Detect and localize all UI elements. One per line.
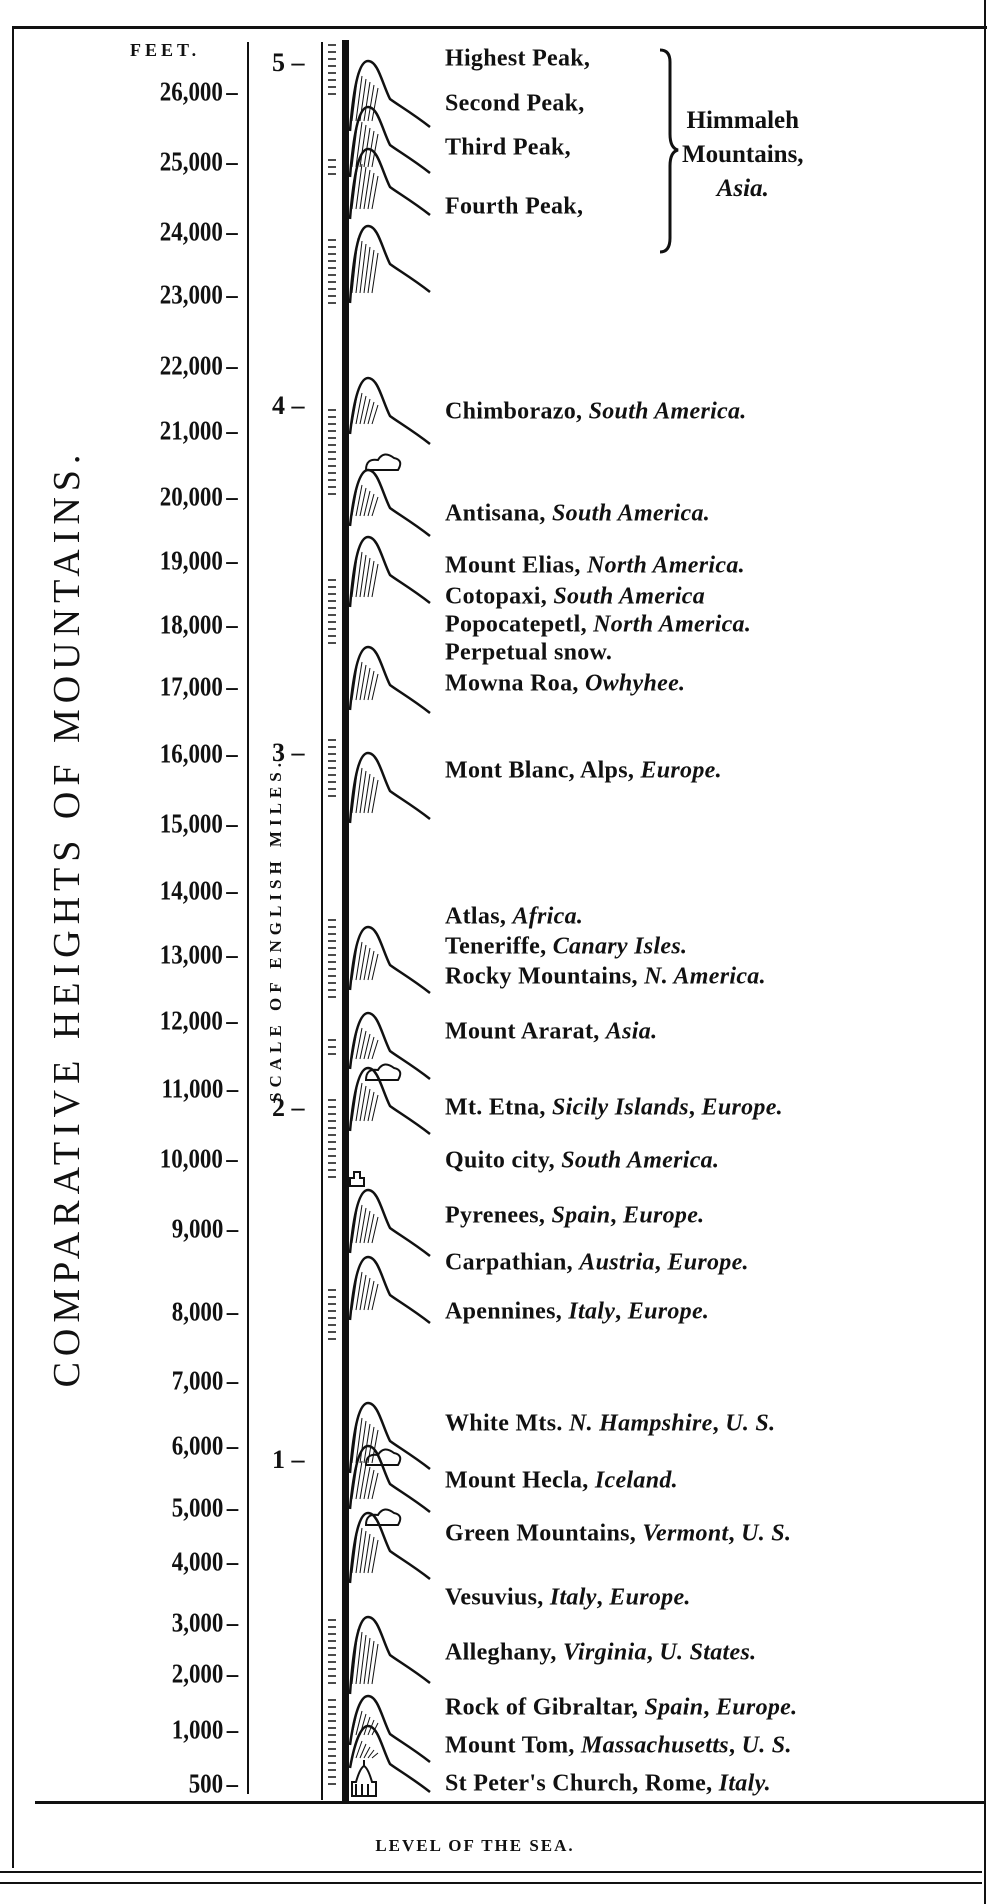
location-text: Austria [579,1249,655,1276]
location-text: U. S. [741,1732,792,1759]
tick-mark: – [226,1492,238,1523]
feet-tick-text: 22,000 [160,350,224,381]
mountain-icon [350,753,430,823]
name-text: Rocky Mountains, [445,963,645,990]
himmaleh-line1: Himmaleh [686,107,800,134]
name-text: Apennines, [445,1298,569,1325]
tick-mark: – [226,1607,238,1638]
location-text: Asia. [605,1018,658,1045]
tick-mark: – [226,415,238,446]
name-text: Pyrenees, [445,1202,552,1229]
mountain-label [445,1695,797,1722]
name-text: , [596,1584,610,1611]
location-text: Iceland. [594,1467,678,1494]
location-text: U. S. [725,1410,776,1437]
name-text: Cotopaxi, [445,583,554,610]
tick-mark: – [226,671,238,702]
location-text: Italy [549,1584,597,1611]
tick-mark: – [226,545,238,576]
location-text: Italy. [718,1770,771,1797]
feet-tick-text: 19,000 [160,545,224,576]
mountain-label [445,91,585,118]
feet-tick-text: 14,000 [160,875,224,906]
feet-tick-text: 10,000 [160,1143,224,1174]
mountain-icon [350,537,430,607]
mountain-label [445,1411,775,1438]
name-text: Vesuvius, [445,1584,550,1611]
feet-tick-text: 9,000 [171,1213,224,1244]
church-icon [352,1760,376,1796]
feet-tick-text: 16,000 [160,738,224,769]
name-text: , [728,1520,742,1547]
tick-mark: – [226,279,238,310]
mountain-label [445,1148,719,1175]
location-text: Italy [568,1298,616,1325]
tick-mark: – [226,1365,238,1396]
miles-tick-label: 3 – [272,738,305,767]
mountain-label [445,553,745,580]
feet-tick-text: 18,000 [160,609,224,640]
mountain-icon [350,1257,430,1323]
name-text: Mowna Roa, [445,670,585,697]
mountain-label [445,1299,709,1326]
name-text: Mount Ararat, [445,1018,606,1045]
location-text: South America. [561,1147,720,1174]
name-text: , [615,1298,628,1325]
location-text: Europe. [701,1094,783,1121]
mountain-hatching [372,1753,378,1758]
name-text: , [688,1094,702,1121]
mountain-icon [350,927,430,993]
name-text: , [654,1249,668,1276]
miles-tick-label: 2 – [272,1093,305,1122]
feet-tick-text: 500 [188,1768,224,1799]
tick-mark: – [226,738,238,769]
name-text: Perpetual snow. [445,639,613,666]
location-text: Spain [644,1694,704,1721]
location-text: Sicily Islands [552,1094,689,1121]
name-text: St Peter's Church, Rome, [445,1770,719,1797]
location-text: Vermont [642,1520,729,1547]
name-text: Chimborazo, [445,398,589,425]
tick-mark: – [226,1143,238,1174]
location-text: Virginia [563,1639,647,1666]
mountain-icon [350,378,430,444]
name-text: Third Peak, [445,134,571,161]
mountain-icon [350,1513,430,1583]
tick-mark: – [226,808,238,839]
name-text: Antisana, [445,500,553,527]
name-text: , [646,1639,660,1666]
name-text: , [703,1694,716,1721]
name-text: Mt. Etna, [445,1094,552,1121]
mountain-label [445,934,687,961]
name-text: Rock of Gibraltar, [445,1694,645,1721]
location-text: Europe. [609,1584,691,1611]
location-text: Africa. [512,903,584,930]
tick-mark: – [226,609,238,640]
name-text: Atlas, [445,903,513,930]
mountain-label [445,194,583,221]
tick-mark: – [226,1546,238,1577]
tick-mark: – [226,1213,238,1244]
location-text: Europe. [667,1249,749,1276]
name-text: White Mts. [445,1410,569,1437]
mountain-icon [350,647,430,713]
location-text: U. States. [659,1639,757,1666]
tick-mark: – [226,146,238,177]
feet-tick-text: 7,000 [171,1365,224,1396]
mountain-label [445,1771,771,1798]
mountain-icon [350,470,430,536]
feet-tick-text: 23,000 [160,279,224,310]
feet-tick-text: 5,000 [171,1492,224,1523]
mountain-icon [350,1013,430,1079]
mountain-icon [350,61,430,131]
tick-mark: – [226,939,238,970]
feet-tick-text: 3,000 [171,1607,224,1638]
location-text: N. Hampshire [568,1410,713,1437]
location-text: South America. [552,500,711,527]
mountain-label [445,1019,657,1046]
mountain-label [445,1640,756,1667]
brace-icon [660,50,678,252]
mountain-label [445,135,571,162]
name-text: Mount Tom, [445,1732,582,1759]
feet-tick-text: 4,000 [171,1546,224,1577]
miles-axis-label: SCALE OF ENGLISH MILES. [266,758,285,1102]
feet-tick-text: 26,000 [160,76,224,107]
feet-tick-text: 6,000 [171,1430,224,1461]
feet-tick-text: 12,000 [160,1005,224,1036]
name-text: Fourth Peak, [445,193,584,220]
name-text: Alleghany, [445,1639,563,1666]
tick-mark: – [226,216,238,247]
himmaleh-line2: Mountains, [682,141,804,168]
location-text: Europe. [623,1202,705,1229]
mountain-label [445,1468,678,1495]
mountain-icon [350,1617,430,1694]
cloud-icon [366,1449,400,1465]
mountain-icon [350,226,430,303]
himmaleh-group-label [682,104,804,206]
mountain-label [445,1585,691,1612]
location-text: Owhyhee. [584,670,686,697]
tick-mark: – [226,481,238,512]
tick-mark: – [226,1768,238,1799]
feet-tick-text: 15,000 [160,808,224,839]
mountain-icon [350,1446,430,1512]
name-text: Popocatepetl, [445,611,594,638]
mountain-label [445,46,590,73]
tick-mark: – [226,1073,238,1104]
feet-tick-text: 20,000 [160,481,224,512]
mountain-icon [350,1726,430,1792]
mountain-label [445,1250,749,1277]
tick-mark: – [226,1296,238,1327]
miles-tick-label: 5 – [272,48,305,77]
mountain-icon [350,149,430,219]
himmaleh-line3: Asia. [716,175,769,202]
name-text: Mont Blanc, Alps, [445,757,641,784]
tick-mark: – [226,875,238,906]
name-text: Highest Peak, [445,45,591,72]
location-text: Spain [551,1202,611,1229]
mountain-label [445,758,722,785]
sea-level-label: LEVEL OF THE SEA. [375,1836,575,1855]
mountain-label [445,1095,783,1122]
location-text: U. S. [741,1520,792,1547]
tick-mark: – [226,1714,238,1745]
diagram-title: COMPARATIVE HEIGHTS OF MOUNTAINS. [46,448,88,1388]
name-text: Second Peak, [445,90,585,117]
miles-tick-label: 4 – [272,391,305,420]
location-text: South America [553,583,706,610]
name-text: , [728,1732,742,1759]
location-text: North America. [586,552,745,579]
cloud-icon [366,1509,400,1525]
name-text: Mount Hecla, [445,1467,595,1494]
location-text: N. America. [644,963,766,990]
mountain-label [445,584,705,611]
name-text: Mount Elias, [445,552,587,579]
mountain-label [445,1733,792,1760]
tick-mark: – [226,1430,238,1461]
name-text: Teneriffe, [445,933,553,960]
location-text: South America. [588,398,747,425]
mountain-icon [350,1068,430,1134]
mountain-label [445,904,583,931]
feet-tick-text: 25,000 [160,146,224,177]
location-text: Europe. [640,757,722,784]
mountain-label [445,1203,704,1230]
location-text: North America. [593,611,752,638]
location-text: Europe. [715,1694,798,1721]
feet-tick-text: 2,000 [171,1658,224,1689]
name-text: Quito city, [445,1147,562,1174]
mountain-label [445,501,710,528]
mountain-label [445,640,612,667]
location-text: Canary Isles. [552,933,688,960]
name-text: , [610,1202,624,1229]
feet-tick-text: 11,000 [161,1073,224,1104]
tick-mark: – [226,1005,238,1036]
feet-heading: FEET. [130,40,201,60]
tick-mark: – [226,350,238,381]
mountain-label [445,612,751,639]
feet-tick-text: 1,000 [171,1714,224,1745]
tick-mark: – [226,1658,238,1689]
mountain-label [445,671,685,698]
name-text: Carpathian, [445,1249,580,1276]
feet-tick-text: 17,000 [160,671,224,702]
mountain-label [445,1521,791,1548]
feet-tick-text: 8,000 [171,1296,224,1327]
feet-tick-text: 13,000 [160,939,224,970]
mountain-label [445,964,766,991]
tick-mark: – [226,76,238,107]
location-text: Massachusetts [581,1732,729,1759]
feet-tick-text: 21,000 [160,415,224,446]
mountain-label [445,399,747,426]
cloud-icon [366,454,400,470]
building-icon [350,1172,364,1186]
name-text: , [712,1410,726,1437]
location-text: Europe. [627,1298,710,1325]
name-text: Green Mountains, [445,1520,643,1547]
feet-tick-text: 24,000 [160,216,224,247]
miles-tick-label: 1 – [272,1445,305,1474]
cloud-icon [366,1064,400,1080]
mountain-icon [350,1190,430,1256]
